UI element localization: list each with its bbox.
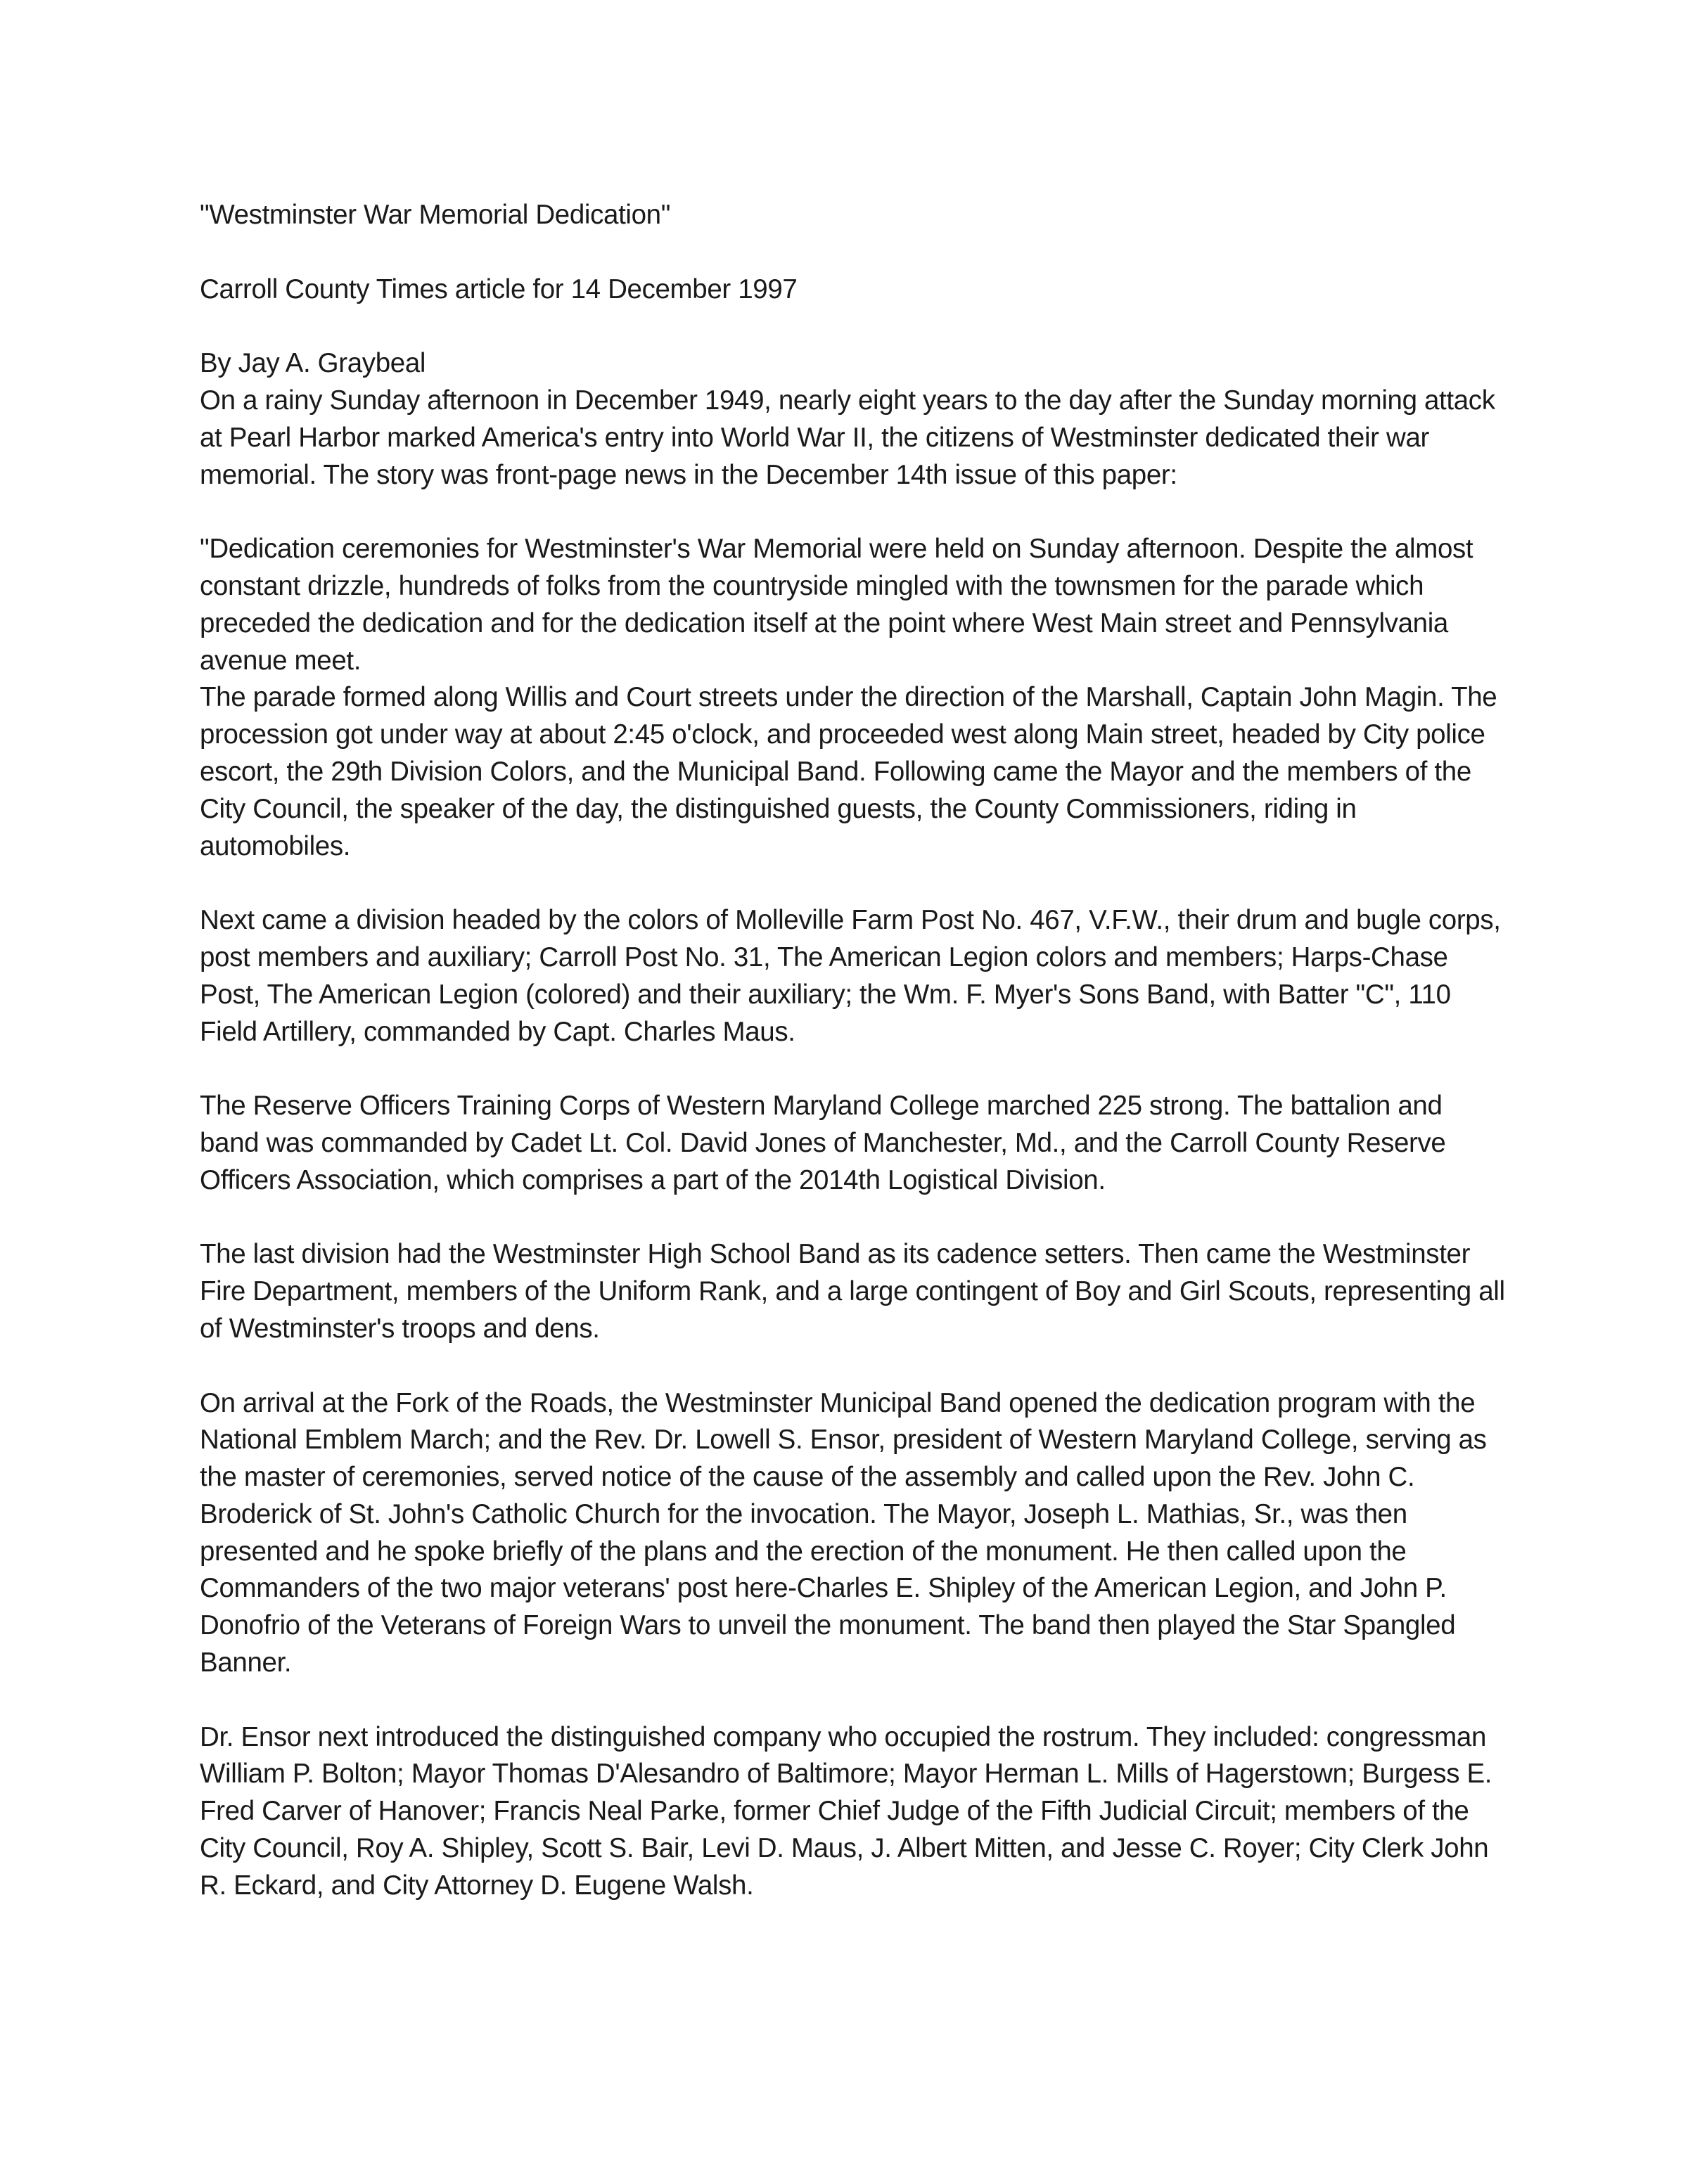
document-byline: By Jay A. Graybeal [200, 348, 426, 379]
spacer [200, 1682, 1508, 1719]
document-title: "Westminster War Memorial Dedication" [200, 200, 671, 230]
body-paragraph: On arrival at the Fork of the Roads, the Westminster Municipal Band opened the dedication program with the National Emblem March; and the Rev. Dr. Lowell S. Ensor, president of Western Maryland College, serving as the master of ceremonies, served notice of the cause of the assembly and called upon the Rev. John C. Broderick of St. John's Catholic Church for the invocation. The Mayor, Joseph L. Mathias, Sr., was then presented and he spoke briefly of the plans and the erection of the monument. He then called upon the Commanders of the two major veterans' post here-Charles E. Shipley of the American Legion, and John P. Donofrio of the Veterans of Foreign Wars to unveil the monument. The band then played the Star Spangled Banner. [200, 1387, 1487, 1678]
spacer [200, 1200, 1508, 1237]
spacer [200, 494, 1508, 531]
spacer [200, 308, 1508, 345]
document-source: Carroll County Times article for 14 December 1997 [200, 274, 798, 304]
body-paragraph: "Dedication ceremonies for Westminster's War Memorial were held on Sunday afternoon. Despite the almost constant drizzle, hundreds of folks from the countryside mingled with the townsmen for the parade which preceded the dedication and for the dedication itself at the point where West Main street and Pennsylvania avenue meet. [200, 534, 1473, 676]
body-paragraph: The parade formed along Willis and Court streets under the direction of the Marshall, Captain John Magin. The procession got under way at about 2:45 o'clock, and proceeded west along Main street, headed by City police escort, the 29th Division Colors, and the Municipal Band. Following came the Mayor and the members of the City Council, the speaker of the day, the distinguished guests, the County Commissioners, riding in automobiles. [200, 682, 1497, 861]
body-paragraph: Next came a division headed by the colors of Molleville Farm Post No. 467, V.F.W., their drum and bugle corps, post members and auxiliary; Carroll Post No. 31, The American Legion colors and members; Harps-Chase Post, The American Legion (colored) and their auxiliary; the Wm. F. Myer's Sons Band, with Batter "C", 110 Field Artillery, commanded by Capt. Charles Maus. [200, 905, 1501, 1047]
spacer [200, 234, 1508, 271]
body-paragraph: Dr. Ensor next introduced the distinguished company who occupied the rostrum. They included: congressman William P. Bolton; Mayor Thomas D'Alesandro of Baltimore; Mayor Herman L. Mills of Hagerstown; Burgess E. Fred Carver of Hanover; Francis Neal Parke, former Chief Judge of the Fifth Judicial Circuit; members of the City Council, Roy A. Shipley, Scott S. Bair, Levi D. Maus, J. Albert Mitten, and Jesse C. Royer; City Clerk John R. Eckard, and City Attorney D. Eugene Walsh. [200, 1721, 1492, 1901]
spacer [200, 1348, 1508, 1385]
body-paragraph: The last division had the Westminster High School Band as its cadence setters. Then came the Westminster Fire Department, members of the Uniform Rank, and a large contingent of Boy and Girl Scouts, representing all of Westminster's troops and dens. [200, 1239, 1505, 1344]
spacer [200, 1051, 1508, 1088]
body-paragraph: The Reserve Officers Training Corps of Western Maryland College marched 225 strong. The battalion and band was commanded by Cadet Lt. Col. David Jones of Manchester, Md., and the Carroll County Reserve Officers Association, which comprises a part of the 2014th Logistical Division. [200, 1091, 1446, 1195]
document-page [200, 197, 1508, 1905]
spacer [200, 865, 1508, 902]
intro-paragraph: On a rainy Sunday afternoon in December 1949, nearly eight years to the day after the Sunday morning attack at Pearl Harbor marked America's entry into World War II, the citizens of Westminster dedicated their war memorial. The story was front-page news in the December 14th issue of this paper: [200, 385, 1495, 490]
